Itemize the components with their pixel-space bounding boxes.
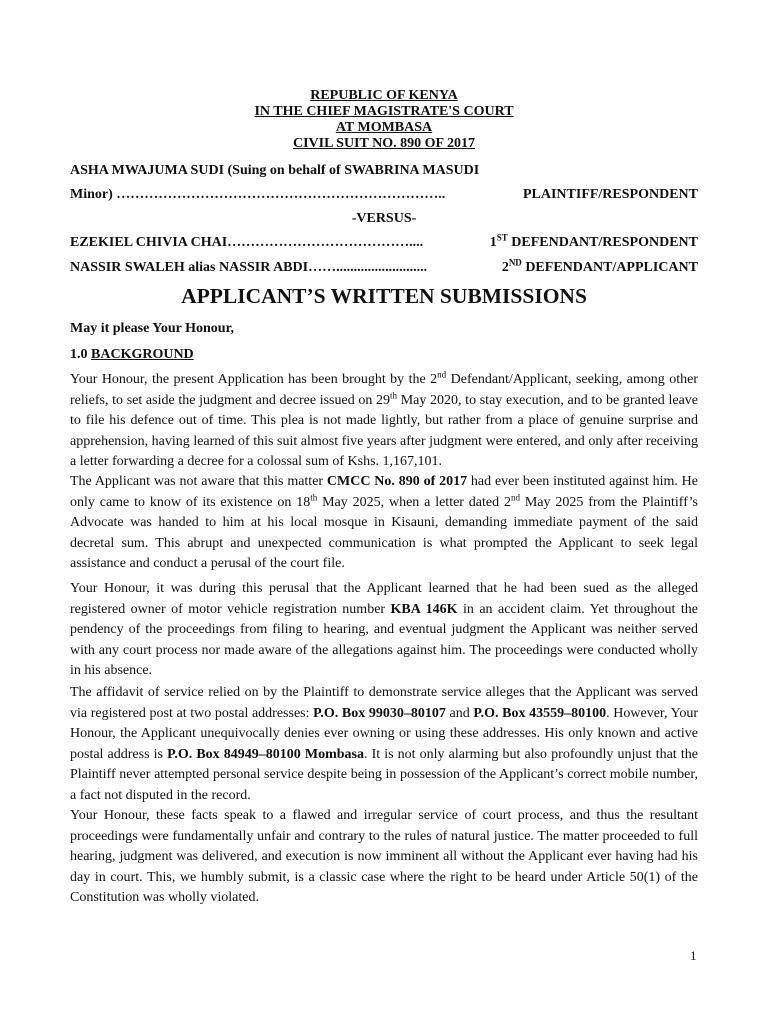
plaintiff-role: PLAINTIFF/RESPONDENT [522,187,698,202]
page-number: 1 [690,948,697,963]
p2-sup-b: th [310,491,318,502]
defendant-1-name: EZEKIEL CHIVIA CHAI………………………………….... [70,235,424,250]
defendant-1-role: DEFENDANT/RESPONDENT [511,235,698,250]
p2-text-b: had ever been instituted against him. He only came to know of its existence on 18 [70,474,698,510]
p1-text-b: Defendant/Applicant, seeking, among other reliefs, to set aside the judgment and decree issued on 29 [70,372,698,408]
p4-text-a: The affidavit of service relied on by the Plaintiff to demonstrate service alleges that the Applicant was served via registered post at two postal addresses: [70,685,698,721]
paragraph-1 [70,370,698,473]
defendant-2-ordinal: 2 [501,260,509,275]
section-title: BACKGROUND [91,347,194,362]
plaintiff-line-1: ASHA MWAJUMA SUDI (Suing on behalf of SWABRINA MASUDI [70,163,480,178]
defendant-2-role-group [501,257,698,276]
p1-text-c: May 2020, to stay execution, and to be granted leave to file his defence out of time. This plea is not made lightly, but rather from a place of genuine surprise and apprehension, having learned of this suit almost five years after judgment were entered, and only after receiving a letter forwarding a decree for a colossal sum of Kshs. 1,167,101. [70,392,698,469]
paragraph-2 [70,472,698,575]
p1-text-a: Your Honour, the present Application has been brought by the 2 [70,372,438,387]
p2-text-c: May 2025, when a letter dated 2 [317,494,511,510]
defendant-1-ordinal: 1 [489,235,497,250]
plaintiff-line-2 [70,187,698,203]
paragraph-5: Your Honour, these facts speak to a flawed and irregular service of court process, and thus the resultant proceedings were fundamentally unfair and contrary to the rules of natural justice. The matter proceeded to full hearing, judgment was delivered, and execution is now imminent all without the Applicant ever having had his day in court. This, we humbly submit, is a classic case where the right to be heard under Article 50(1) of the Constitution was wholly violated. [70,808,698,905]
paragraph-4 [70,683,698,806]
p4-text-b: and [445,705,474,721]
p4-address-3: P.O. Box 84949–80100 Mombasa [167,746,364,762]
section-heading [70,347,698,363]
p1-sup-b: th [390,389,398,400]
defendant-2-role: DEFENDANT/APPLICANT [525,260,698,275]
p1-sup-a: nd [437,369,447,380]
paragraph-3 [70,579,698,682]
p3-text-b: in an accident claim. Yet throughout the pendency of the proceedings from filing to hearing, and eventual judgment the Applicant was neither served with any court process nor made aware of the allegations against him. The proceedings were conducted wholly in his absence. [70,601,698,678]
p4-address-1: P.O. Box 99030–80107 [313,705,446,721]
defendant-1-line [70,232,698,251]
header-court: IN THE CHIEF MAGISTRATE'S COURT [254,104,514,119]
defendant-2-name: NASSIR SWALEH alias NASSIR ABDI…….......................... [70,260,428,275]
p2-sup-c: nd [510,491,520,502]
p2-text-a: The Applicant was not aware that this matter [70,474,327,489]
document-title: APPLICANT’S WRITTEN SUBMISSIONS [181,284,587,308]
defendant-2-line [70,257,698,276]
p4-text-c: . However, Your Honour, the Applicant unequivocally denies ever owning or using these addresses. His only known and active postal address is [70,705,699,762]
versus-label: -VERSUS- [351,211,417,226]
salutation: May it please Your Honour, [70,321,234,336]
p3-text-a: Your Honour, it was during this perusal that the Applicant learned that he had been sued as the alleged registered owner of motor vehicle registration number [70,581,698,617]
section-number: 1.0 [70,347,88,362]
p4-address-2: P.O. Box 43559–80100 [473,705,607,721]
header-location: AT MOMBASA [335,120,433,135]
defendant-2-ordinal-suffix: ND [508,257,522,268]
header-case-number: CIVIL SUIT NO. 890 OF 2017 [292,136,476,151]
defendant-1-role-group [489,232,698,251]
defendant-1-ordinal-suffix: ST [496,232,508,243]
p4-text-d: . It is not only alarming but also profoundly unjust that the Plaintiff never attempted personal service despite being in possession of the Applicant’s correct mobile number, a fact not disputed in the record. [70,746,698,803]
header-republic: REPUBLIC OF KENYA [310,88,458,103]
p3-vehicle-reg: KBA 146K [390,601,458,617]
p2-text-d: May 2025 from the Plaintiff’s Advocate was handed to him at his local mosque in Kisauni, demanding immediate payment of the said decretal sum. This abrupt and unexpected communication is what prompted the Applicant to seek legal assistance and conduct a perusal of the court file. [70,494,698,571]
plaintiff-name-continued: Minor) …………………………………………………………….. [70,187,446,202]
p2-case-ref: CMCC No. 890 of 2017 [326,474,468,489]
